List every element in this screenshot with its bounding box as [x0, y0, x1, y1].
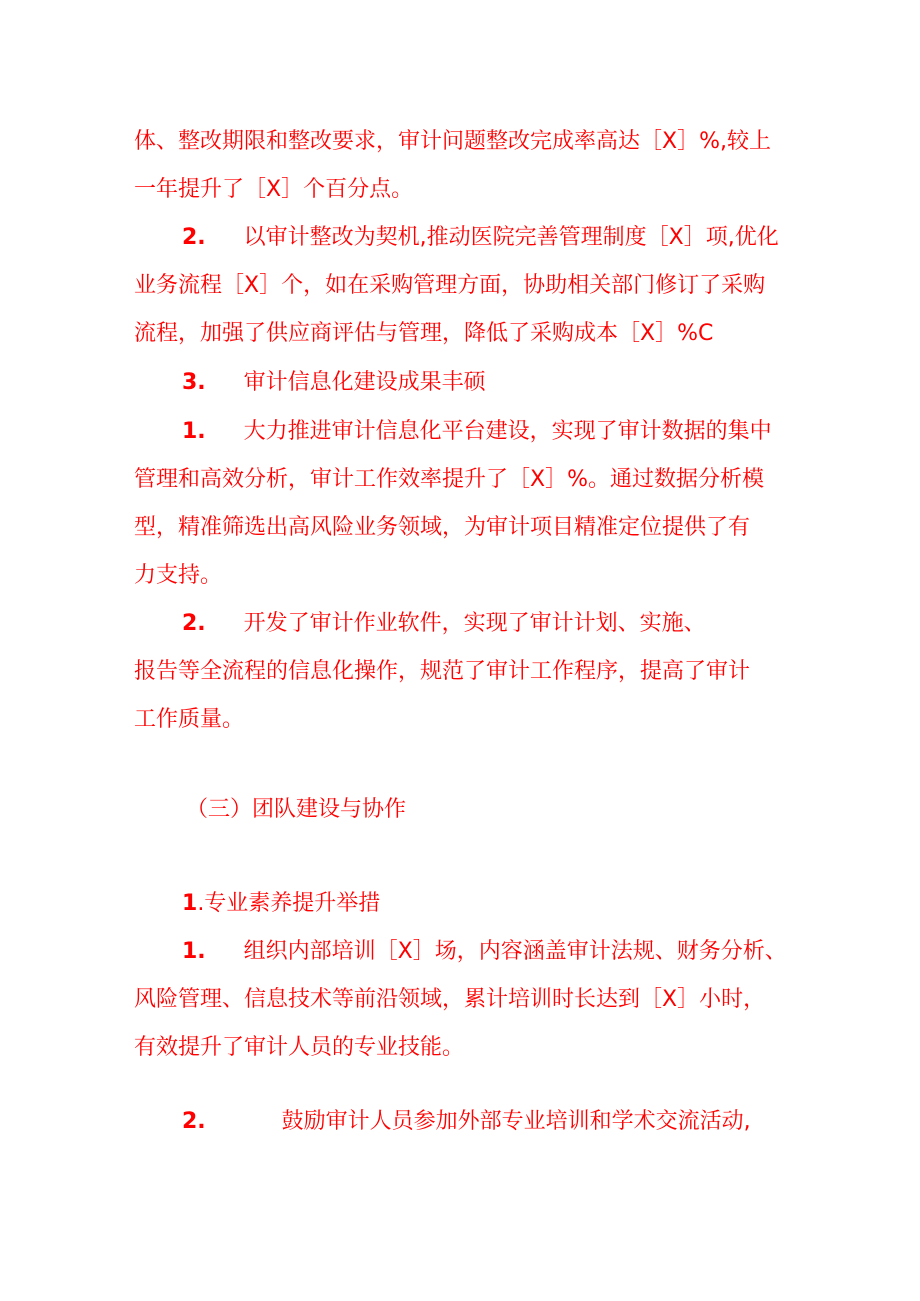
- heading-number: 1: [182, 891, 198, 916]
- paragraph-line: 型，精准筛选出高风险业务领域，为审计项目精准定位提供了有: [134, 515, 751, 540]
- paragraph-line: 力支持。: [134, 563, 223, 588]
- list-item-text: 鼓励审计人员参加外部专业培训和学术交流活动,: [281, 1109, 751, 1134]
- subsection-heading-text: .专业素养提升举措: [197, 891, 381, 916]
- paragraph-line: 工作质量。: [134, 707, 245, 732]
- list-number: 1.: [182, 939, 206, 964]
- paragraph-line: 一年提升了［X］个百分点。: [134, 177, 414, 202]
- paragraph-line: 管理和高效分析，审计工作效率提升了［X］%。通过数据分析模: [134, 467, 764, 492]
- list-item: [182, 416, 772, 448]
- paragraph-line: 业务流程［X］个，如在采购管理方面，协助相关部门修订了采购: [134, 273, 766, 298]
- paragraph-line: 流程，加强了供应商评估与管理，降低了采购成本［X］%C: [134, 321, 714, 346]
- paragraph-line: 有效提升了审计人员的专业技能。: [134, 1035, 465, 1060]
- list-item: [182, 608, 706, 640]
- paragraph-line: 体、整改期限和整改要求，审计问题整改完成率高达［X］%,较上: [134, 129, 771, 154]
- list-item-text: 以审计整改为契机,推动医院完善管理制度［X］项,优化: [243, 225, 779, 250]
- list-item: [182, 222, 779, 254]
- list-item: [182, 367, 486, 399]
- paragraph-line: 风险管理、信息技术等前沿领域，累计培训时长达到［X］小时，: [134, 987, 766, 1012]
- list-item-text: 开发了审计作业软件，实现了审计计划、实施、: [243, 611, 706, 636]
- list-number: 2.: [182, 611, 206, 636]
- paragraph-line: 报告等全流程的信息化操作，规范了审计工作程序，提高了审计: [134, 659, 751, 684]
- list-number: 3.: [182, 370, 206, 395]
- list-number: 2.: [182, 1109, 206, 1134]
- section-heading: 审计信息化建设成果丰硕: [243, 370, 486, 395]
- list-number: 2.: [182, 225, 206, 250]
- list-item: [182, 936, 787, 968]
- list-number: 1.: [182, 419, 206, 444]
- section-heading: （三）团队建设与协作: [186, 797, 407, 822]
- list-item-text: 大力推进审计信息化平台建设，实现了审计数据的集中: [243, 419, 772, 444]
- subsection-heading: [182, 888, 380, 920]
- list-item: [182, 1106, 751, 1138]
- list-item-text: 组织内部培训［X］场，内容涵盖审计法规、财务分析、: [243, 939, 787, 964]
